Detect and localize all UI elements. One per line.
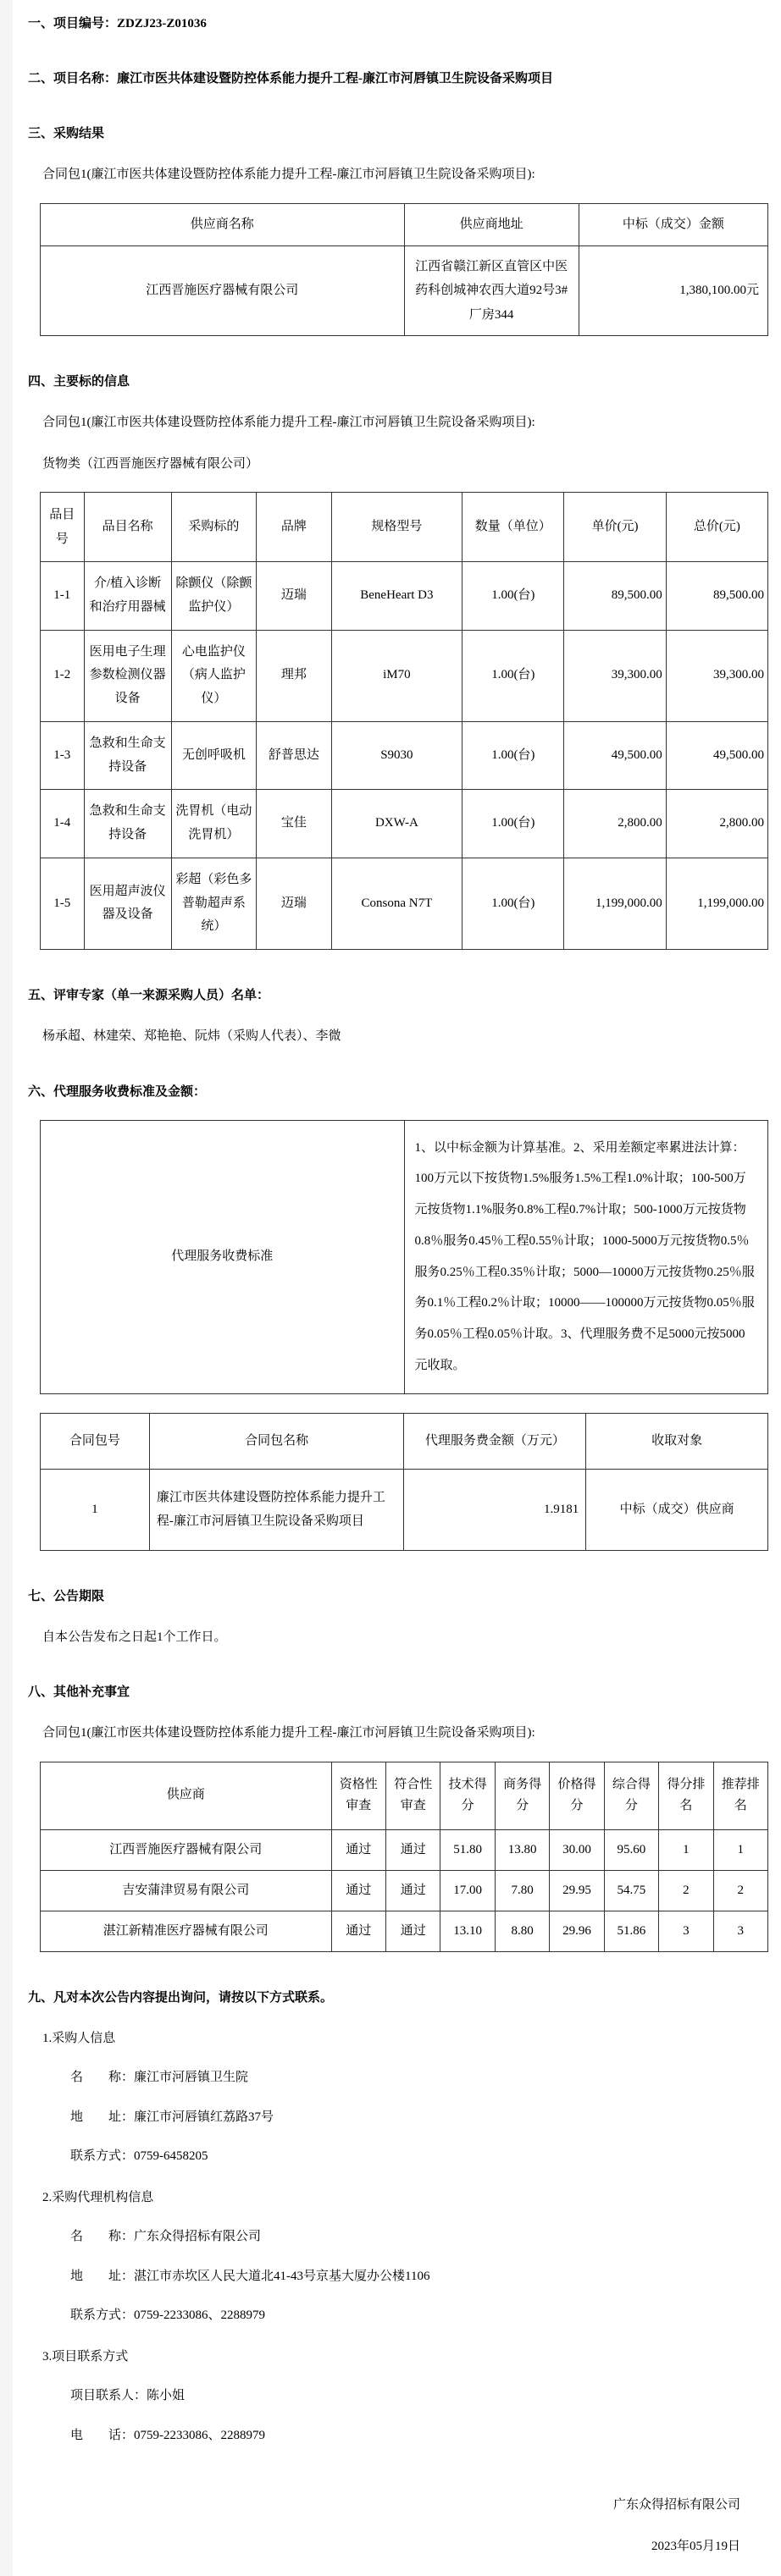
contact-info-block: [42, 2029, 756, 2446]
model-cell: Consona N7T: [331, 858, 463, 949]
model-cell: DXW-A: [331, 790, 463, 858]
purchaser-contact: 联系方式：0759-6458205: [70, 2149, 208, 2163]
score-rank-cell: 2: [659, 1870, 713, 1911]
supplier-cell: 湛江新精准医疗器械有限公司: [41, 1911, 332, 1951]
package-line-result: 合同包1(廉江市医共体建设暨防控体系能力提升工程-廉江市河唇镇卫生院设备采购项目):: [42, 168, 535, 181]
project-contact-heading: 3.项目联系方式: [42, 2349, 129, 2364]
table-row: [41, 1870, 768, 1911]
business-score-cell: 13.80: [495, 1829, 549, 1870]
item-no-cell: 1-2: [41, 630, 85, 721]
package-line-bid-info: 合同包1(廉江市医共体建设暨防控体系能力提升工程-廉江市河唇镇卫生院设备采购项目):: [42, 416, 535, 429]
col-header-package-no: 合同包号: [41, 1413, 150, 1469]
price-score-cell: 29.95: [550, 1870, 604, 1911]
supplier-cell: 吉安蒲津贸易有限公司: [41, 1870, 332, 1911]
composite-score-cell: 51.86: [604, 1911, 658, 1951]
qualification-cell: 通过: [331, 1911, 385, 1951]
col-header-recommend-rank: 推荐排名: [713, 1762, 767, 1829]
table-row: [41, 245, 768, 336]
subject-cell: 无创呼吸机: [171, 721, 257, 790]
recommend-rank-cell: 3: [713, 1911, 767, 1951]
col-header-fee-amount: 代理服务费金额（万元）: [404, 1413, 586, 1469]
quantity-cell: 1.00(台): [463, 858, 564, 949]
recommend-rank-cell: 1: [713, 1829, 767, 1870]
total-price-cell: 49,500.00: [666, 721, 767, 790]
section-title-agency-fee: 六、代理服务收费标准及金额：: [28, 1084, 207, 1099]
table-row: [41, 721, 768, 790]
fee-standard-text-cell: 1、以中标金额为计算基准。2、采用差额定率累进法计算：100万元以下按货物1.5%服务1.5%工程1.0%计取；100-500万元按货物1.1%服务0.8%工程0.7%计取；500-1000万元按货物0.8％服务0.45％工程0.55％计取；1000-5000万元按货物0.5％服务0.25％工程0.35％计取；5000—10000万元按货物0.25％服务0.1％工程0.2％计取；10000——100000万元按货物0.05％服务0.05％工程0.05％计取。3、代理服务费不足5000元按5000元收取。: [404, 1120, 768, 1393]
goods-category-line: 货物类（江西晋施医疗器械有限公司）: [42, 456, 259, 471]
col-header-supplier-name: 供应商名称: [41, 203, 405, 245]
purchaser-name: 名 称：廉江市河唇镇卫生院: [70, 2071, 249, 2084]
evaluation-score-table: [40, 1762, 768, 1952]
package-no-cell: 1: [41, 1469, 150, 1550]
package-name-cell: 廉江市医共体建设暨防控体系能力提升工程-廉江市河唇镇卫生院设备采购项目: [149, 1469, 404, 1550]
model-cell: BeneHeart D3: [331, 562, 463, 631]
item-name-cell: 急救和生命支持设备: [84, 790, 171, 858]
agency-name: 名 称：广东众得招标有限公司: [70, 2230, 262, 2243]
item-no-cell: 1-1: [41, 562, 85, 631]
col-header-technical-score: 技术得分: [440, 1762, 495, 1829]
unit-price-cell: 1,199,000.00: [564, 858, 666, 949]
section-title-procurement-result: 三、采购结果: [28, 127, 105, 141]
technical-score-cell: 17.00: [440, 1870, 495, 1911]
unit-price-cell: 2,800.00: [564, 790, 666, 858]
section-title-main-bid-info: 四、主要标的信息: [28, 375, 130, 389]
page-left-gutter: [0, 0, 13, 2576]
section-title-other-matters: 八、其他补充事宜: [28, 1685, 130, 1699]
expert-names: 杨承超、林建荣、郑艳艳、阮炜（采购人代表）、李微: [42, 1029, 341, 1043]
package-line-other-matters: 合同包1(廉江市医共体建设暨防控体系能力提升工程-廉江市河唇镇卫生院设备采购项目):: [42, 1726, 535, 1740]
technical-score-cell: 13.10: [440, 1911, 495, 1951]
agency-address: 地 址：湛江市赤坎区人民大道北41-43号京基大厦办公楼1106: [70, 2269, 430, 2283]
col-header-score-rank: 得分排名: [659, 1762, 713, 1829]
charged-party-cell: 中标（成交）供应商: [586, 1469, 768, 1550]
quantity-cell: 1.00(台): [463, 562, 564, 631]
col-header-procurement-subject: 采购标的: [171, 493, 257, 562]
signature-block: [28, 2496, 756, 2556]
unit-price-cell: 39,300.00: [564, 630, 666, 721]
purchaser-info-heading: 1.采购人信息: [42, 2031, 116, 2045]
section-title-experts: 五、评审专家（单一来源采购人员）名单：: [28, 989, 270, 1002]
subject-cell: 彩超（彩色多普勒超声系统）: [171, 858, 257, 949]
agency-fee-amount-table: [40, 1413, 768, 1551]
item-no-cell: 1-5: [41, 858, 85, 949]
section-title-project-name: 二、项目名称：廉江市医共体建设暨防控体系能力提升工程-廉江市河唇镇卫生院设备采购项目: [28, 72, 553, 85]
brand-cell: 迈瑞: [257, 562, 331, 631]
table-header-row: [41, 1413, 768, 1469]
bid-items-table: [40, 492, 768, 950]
technical-score-cell: 51.80: [440, 1829, 495, 1870]
table-row: [41, 790, 768, 858]
item-name-cell: 介/植入诊断和治疗用器械: [84, 562, 171, 631]
col-header-model: 规格型号: [331, 493, 463, 562]
col-header-package-name: 合同包名称: [149, 1413, 404, 1469]
col-header-total-price: 总价(元): [666, 493, 767, 562]
project-contact-phone: 电 话：0759-2233086、2288979: [70, 2428, 265, 2442]
total-price-cell: 1,199,000.00: [666, 858, 767, 949]
business-score-cell: 8.80: [495, 1911, 549, 1951]
quantity-cell: 1.00(台): [463, 790, 564, 858]
brand-cell: 迈瑞: [257, 858, 331, 949]
total-price-cell: 89,500.00: [666, 562, 767, 631]
composite-score-cell: 95.60: [604, 1829, 658, 1870]
col-header-conformity-review: 符合性审查: [386, 1762, 440, 1829]
section-title-project-number: 一、项目编号：ZDZJ23-Z01036: [28, 17, 207, 30]
recommend-rank-cell: 2: [713, 1870, 767, 1911]
price-score-cell: 30.00: [550, 1829, 604, 1870]
col-header-item-no: 品目号: [41, 493, 85, 562]
table-row: [41, 1120, 768, 1393]
item-name-cell: 医用超声波仪器及设备: [84, 858, 171, 949]
agency-fee-standard-table: [40, 1120, 768, 1394]
model-cell: S9030: [331, 721, 463, 790]
col-header-price-score: 价格得分: [550, 1762, 604, 1829]
quantity-cell: 1.00(台): [463, 721, 564, 790]
conformity-cell: 通过: [386, 1829, 440, 1870]
qualification-cell: 通过: [331, 1829, 385, 1870]
signing-company: 广东众得招标有限公司: [612, 2498, 740, 2512]
score-rank-cell: 3: [659, 1911, 713, 1951]
item-no-cell: 1-3: [41, 721, 85, 790]
section-title-announcement-period: 七、公告期限: [28, 1589, 105, 1603]
agency-info-heading: 2.采购代理机构信息: [42, 2190, 154, 2204]
project-contact-person: 项目联系人：陈小姐: [70, 2389, 186, 2402]
table-row: [41, 1911, 768, 1951]
supplier-cell: 江西晋施医疗器械有限公司: [41, 1829, 332, 1870]
col-header-business-score: 商务得分: [495, 1762, 549, 1829]
total-price-cell: 2,800.00: [666, 790, 767, 858]
qualification-cell: 通过: [331, 1870, 385, 1911]
announcement-period-text: 自本公告发布之日起1个工作日。: [42, 1630, 227, 1644]
col-header-supplier-address: 供应商地址: [404, 203, 579, 245]
business-score-cell: 7.80: [495, 1870, 549, 1911]
section-title-contact: 九、凡对本次公告内容提出询问，请按以下方式联系。: [28, 1990, 334, 2005]
item-name-cell: 医用电子生理参数检测仪器设备: [84, 630, 171, 721]
price-score-cell: 29.96: [550, 1911, 604, 1951]
col-header-composite-score: 综合得分: [604, 1762, 658, 1829]
item-no-cell: 1-4: [41, 790, 85, 858]
agency-contact: 联系方式：0759-2233086、2288979: [70, 2308, 265, 2322]
fee-amount-cell: 1.9181: [404, 1469, 586, 1550]
table-header-row: [41, 493, 768, 562]
table-row: [41, 1829, 768, 1870]
table-header-row: [41, 1762, 768, 1829]
award-amount-cell: 1,380,100.00元: [579, 245, 767, 336]
conformity-cell: 通过: [386, 1911, 440, 1951]
col-header-brand: 品牌: [257, 493, 331, 562]
subject-cell: 除颤仪（除颤监护仪）: [171, 562, 257, 631]
quantity-cell: 1.00(台): [463, 630, 564, 721]
col-header-award-amount: 中标（成交）金额: [579, 203, 767, 245]
table-row: [41, 562, 768, 631]
table-row: [41, 1469, 768, 1550]
brand-cell: 舒普思达: [257, 721, 331, 790]
brand-cell: 宝佳: [257, 790, 331, 858]
conformity-cell: 通过: [386, 1870, 440, 1911]
subject-cell: 心电监护仪（病人监护仪）: [171, 630, 257, 721]
supplier-address-cell: 江西省赣江新区直管区中医药科创城神农西大道92号3#厂房344: [404, 245, 579, 336]
model-cell: iM70: [331, 630, 463, 721]
table-row: [41, 630, 768, 721]
score-rank-cell: 1: [659, 1829, 713, 1870]
supplier-name-cell: 江西晋施医疗器械有限公司: [41, 245, 405, 336]
total-price-cell: 39,300.00: [666, 630, 767, 721]
col-header-unit-price: 单价(元): [564, 493, 666, 562]
brand-cell: 理邦: [257, 630, 331, 721]
col-header-charged-party: 收取对象: [586, 1413, 768, 1469]
procurement-result-table: [40, 203, 768, 337]
signing-date: 2023年05月19日: [651, 2539, 740, 2553]
table-header-row: [41, 203, 768, 245]
col-header-item-name: 品目名称: [84, 493, 171, 562]
subject-cell: 洗胃机（电动洗胃机）: [171, 790, 257, 858]
purchaser-address: 地 址：廉江市河唇镇红荔路37号: [70, 2110, 274, 2124]
unit-price-cell: 49,500.00: [564, 721, 666, 790]
col-header-quantity: 数量（单位）: [463, 493, 564, 562]
fee-standard-label-cell: 代理服务收费标准: [41, 1120, 405, 1393]
col-header-supplier: 供应商: [41, 1762, 332, 1829]
unit-price-cell: 89,500.00: [564, 562, 666, 631]
table-row: [41, 858, 768, 949]
col-header-qualification-review: 资格性审查: [331, 1762, 385, 1829]
announcement-document: [13, 0, 781, 2576]
composite-score-cell: 54.75: [604, 1870, 658, 1911]
item-name-cell: 急救和生命支持设备: [84, 721, 171, 790]
